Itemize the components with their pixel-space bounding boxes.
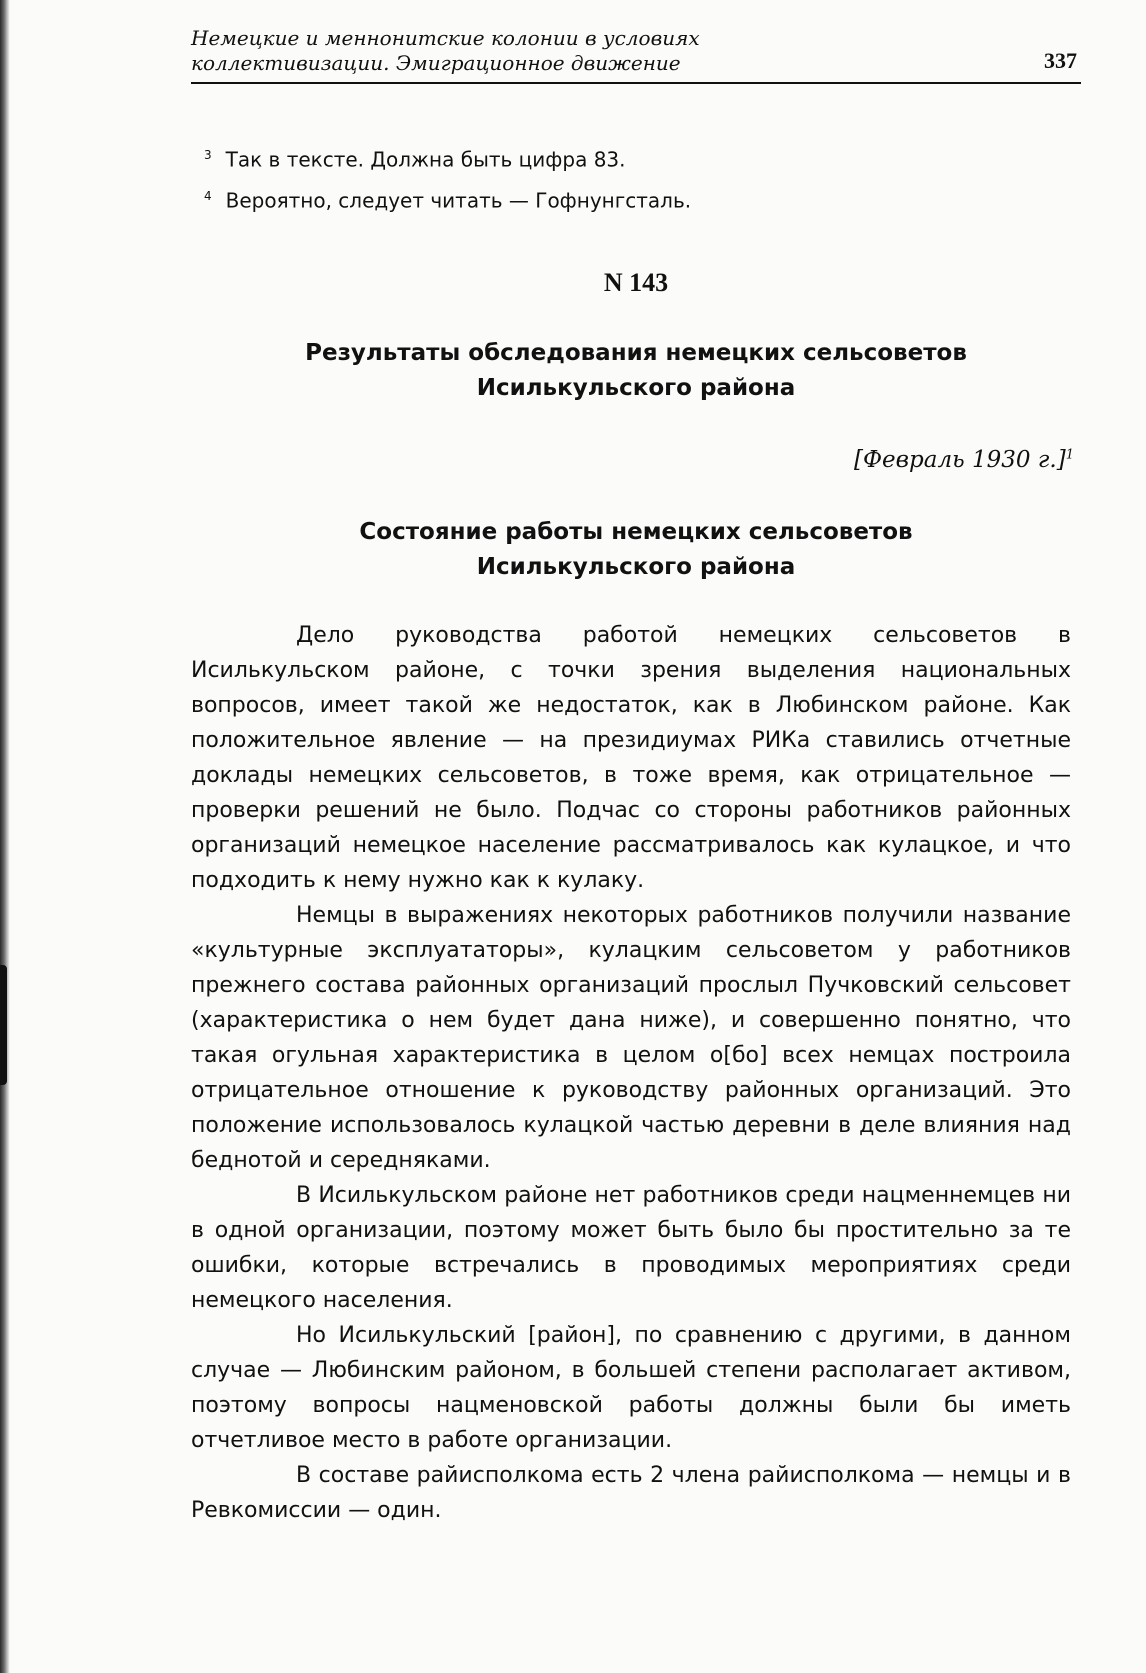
paragraph: Но Исилькульский [район], по сравнению с другими, в данном случае — Любинским районом, в большей степени располагает активом, поэтому вопросы нацменовской работы должны были бы иметь отчетливое место в работе организации. — [191, 1323, 1071, 1453]
section-title — [191, 515, 1081, 585]
running-head-line-2: коллективизации. Эмиграционное движение — [191, 51, 681, 75]
running-head-line-1: Немецкие и меннонитские колонии в условиях — [191, 26, 700, 50]
footnote-mark: 4 — [204, 188, 212, 203]
footnote-text: Вероятно, следует читать — Гофнунгсталь. — [225, 188, 692, 213]
document-title — [191, 336, 1081, 406]
page-number: 337 — [1044, 48, 1077, 73]
document-date-text: [Февраль 1930 г.] — [853, 447, 1066, 473]
paragraph: В Исилькульском районе нет работников среди нацменнемцев ни в одной организации, поэтому может быть было бы простительно за те ошибки, которые встречались в проводимых мероприятиях среди немецкого населения. — [191, 1183, 1071, 1313]
footnote-mark: 3 — [204, 148, 212, 162]
document-number: N 143 — [603, 268, 669, 297]
document-title-line-2: Исилькульского района — [476, 375, 796, 401]
page-header — [191, 26, 1081, 84]
footnotes — [204, 137, 1064, 218]
footnote-3 — [204, 137, 1064, 178]
paragraph: В составе райисполкома есть 2 члена райисполкома — немцы и в Ревкомиссии — один. — [191, 1463, 1071, 1523]
section-title-line-1: Состояние работы немецких сельсоветов — [359, 519, 913, 545]
footnote-4 — [204, 178, 1064, 219]
document-date — [854, 447, 1074, 473]
footnote-text: Так в тексте. Должна быть цифра 83. — [225, 147, 626, 172]
body-text — [191, 618, 1071, 1528]
document-title-line-1: Результаты обследования немецких сельсоветов — [305, 340, 967, 366]
paragraph: Немцы в выражениях некоторых работников получили название «культурные эксплуататоры», кулацким сельсоветом у работников прежнего состава районных организаций прослыл Пучковский сельсовет (характеристика о нем будет дана ниже), и совершенно понятно, что такая огульная характеристика в целом о[бо] всех немцах построила отрицательное отношение к руководству районных организаций. Это положение использовалось кулацкой частью деревни в деле влияния над беднотой и середняками. — [191, 903, 1071, 1173]
date-note-mark: 1 — [1065, 447, 1074, 463]
paragraph: Дело руководства работой немецких сельсоветов в Исилькульском районе, с точки зрения выделения национальных вопросов, имеет такой же недостаток, как в Любинском районе. Как положительное явление — на президиумах РИКа ставились отчетные доклады немецких сельсоветов, в тоже время, как отрицательное — проверки решений не было. Подчас со стороны работников районных организаций немецкое население рассматривалось как кулацкое, и что подходить к нему нужно как к кулаку. — [191, 623, 1071, 893]
section-title-line-2: Исилькульского района — [476, 554, 796, 580]
binding-mark — [0, 965, 7, 1085]
book-spine-shadow — [0, 0, 10, 1673]
